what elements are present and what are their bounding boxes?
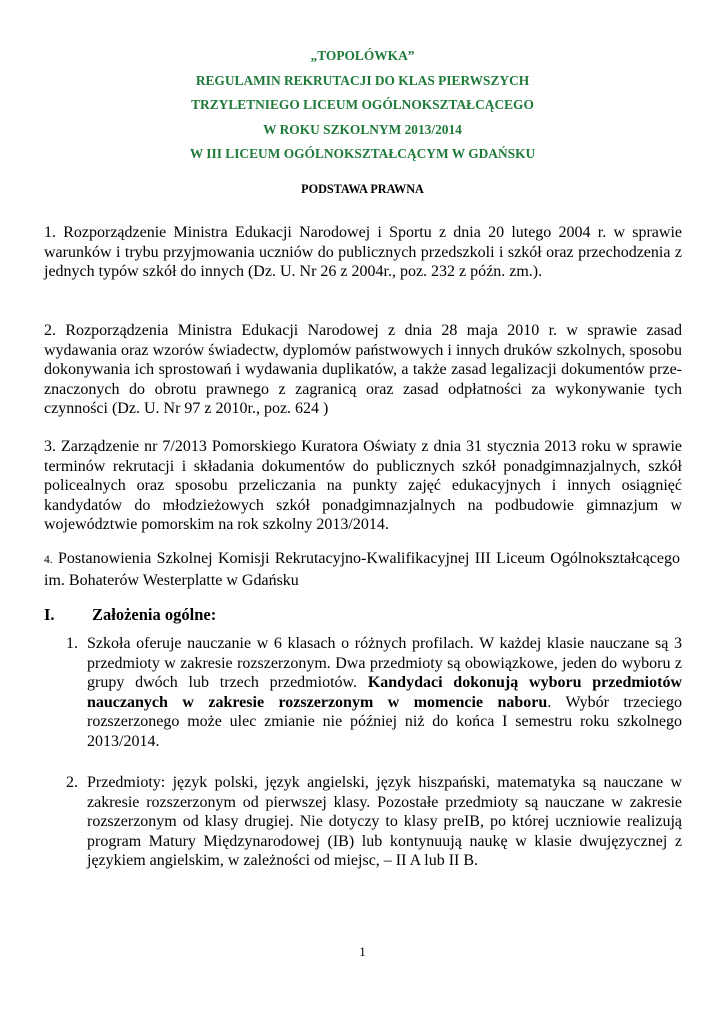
list-item-text-bold: Kandydaci dokonują wyboru przedmiotów nauczanych w zakresie rozszerzonym w momencie naboru <box>87 674 683 711</box>
legal-basis-heading: PODSTAWA PRAWNA <box>301 182 424 196</box>
document-header <box>0 44 725 167</box>
legal-basis-item-3: 3. Zarządzenie nr 7/2013 Pomorskiego Kuratora Oświaty z dnia 31 stycznia 2013 roku w sprawie terminów rekrutacji i składania dokumentów do publicznych szkół ponadgimnazjalnych, szkół policealnych oraz sposobu przeliczania na punkty zajęć edukacyjnych i innych osiągnięć kandydatów do młodzieżowych szkół ponadgimnazjalnych na podbudowie gimnazjum w województwie pomorskim na rok szkolny 2013/2014. <box>44 438 682 534</box>
legal-basis-item-4 <box>44 549 680 590</box>
header-line-school-type: TRZYLETNIEGO LICEUM OGÓLNOKSZTAŁCĄCEGO <box>191 97 534 113</box>
section-heading <box>44 605 216 625</box>
header-line-regulation: REGULAMIN REKRUTACJI DO KLAS PIERWSZYCH <box>195 72 530 88</box>
header-line-year: W ROKU SZKOLNYM 2013/2014 <box>263 121 462 137</box>
header-line-school-name: W III LICEUM OGÓLNOKSZTAŁCĄCYM W GDAŃSKU <box>189 146 536 162</box>
list-item-text: Przedmioty: język polski, język angielski, język hiszpański, matematyka są nauczane w zakresie rozszerzonym od pierwszej klasy. Pozostałe przedmioty są nauczane w zakresie rozszerzonym od klasy drugiej. Nie dotyczy to klasy preIB, po której uczniowie realizują program Matury Międzynarodowej (IB) lub kontynuują naukę w klasie dwujęzycznej z językiem angielskim, w zależności od miejsc, – II A lub II B. <box>87 774 682 870</box>
list-item-number: 1. <box>66 635 78 652</box>
list-item <box>66 773 682 871</box>
section-title: Założenia ogólne: <box>92 605 217 624</box>
page-number: 1 <box>359 944 366 959</box>
list-item-text-plain-end: . Wybór trzeciego rozszerzonego może ulec zmianie nie później niż do końca I semestru roku szkolnego 2013/2014. <box>87 693 682 750</box>
legal-basis-item-4-text: Postanowienia Szkolnej Komisji Rekrutacyjno-Kwalifikacyjnej III Liceum Ogólnokształcącego im. Bohaterów Westerplatte w Gdańsku <box>44 550 681 589</box>
legal-basis-item-4-number: 4. <box>44 554 53 566</box>
legal-basis-item-2: 2. Rozporządzenia Ministra Edukacji Narodowej z dnia 28 maja 2010 r. w sprawie zasad wydawania oraz wzorów świadectw, dyplomów państwowych i innych druków szkolnych, sposobu dokonywania ich sprostowań i wydawania duplikatów, a także zasad legalizacji dokumentów prze-znaczonych do obrotu prawnego z zagranicą oraz zasad odpłatności za wykonywanie tych czynności (Dz. U. Nr 97 z 2010r., poz. 624 ) <box>44 322 682 418</box>
list-item-text-plain: Szkoła oferuje nauczanie w 6 klasach o różnych profilach. W każdej klasie nauczane są 3 przedmioty w zakresie rozszerzonym. Dwa przedmioty są obowiązkowe, jeden do wyboru z grupy dwóch lub trzech przedmiotów. <box>87 635 682 692</box>
section-number: I. <box>44 605 55 624</box>
legal-basis-item-1: 1. Rozporządzenie Ministra Edukacji Narodowej i Sportu z dnia 20 lutego 2004 r. w sprawie warunków i trybu przyjmowania uczniów do publicznych przedszkoli i szkół oraz przechodzenia z jednych typów szkół do innych (Dz. U. Nr 26 z 2004r., poz. 232 z późn. zm.). <box>44 224 682 281</box>
list-item-number: 2. <box>66 774 78 791</box>
list-item <box>66 634 682 752</box>
list-item-text <box>87 634 682 752</box>
header-title: „TOPOLÓWKA” <box>310 48 415 63</box>
